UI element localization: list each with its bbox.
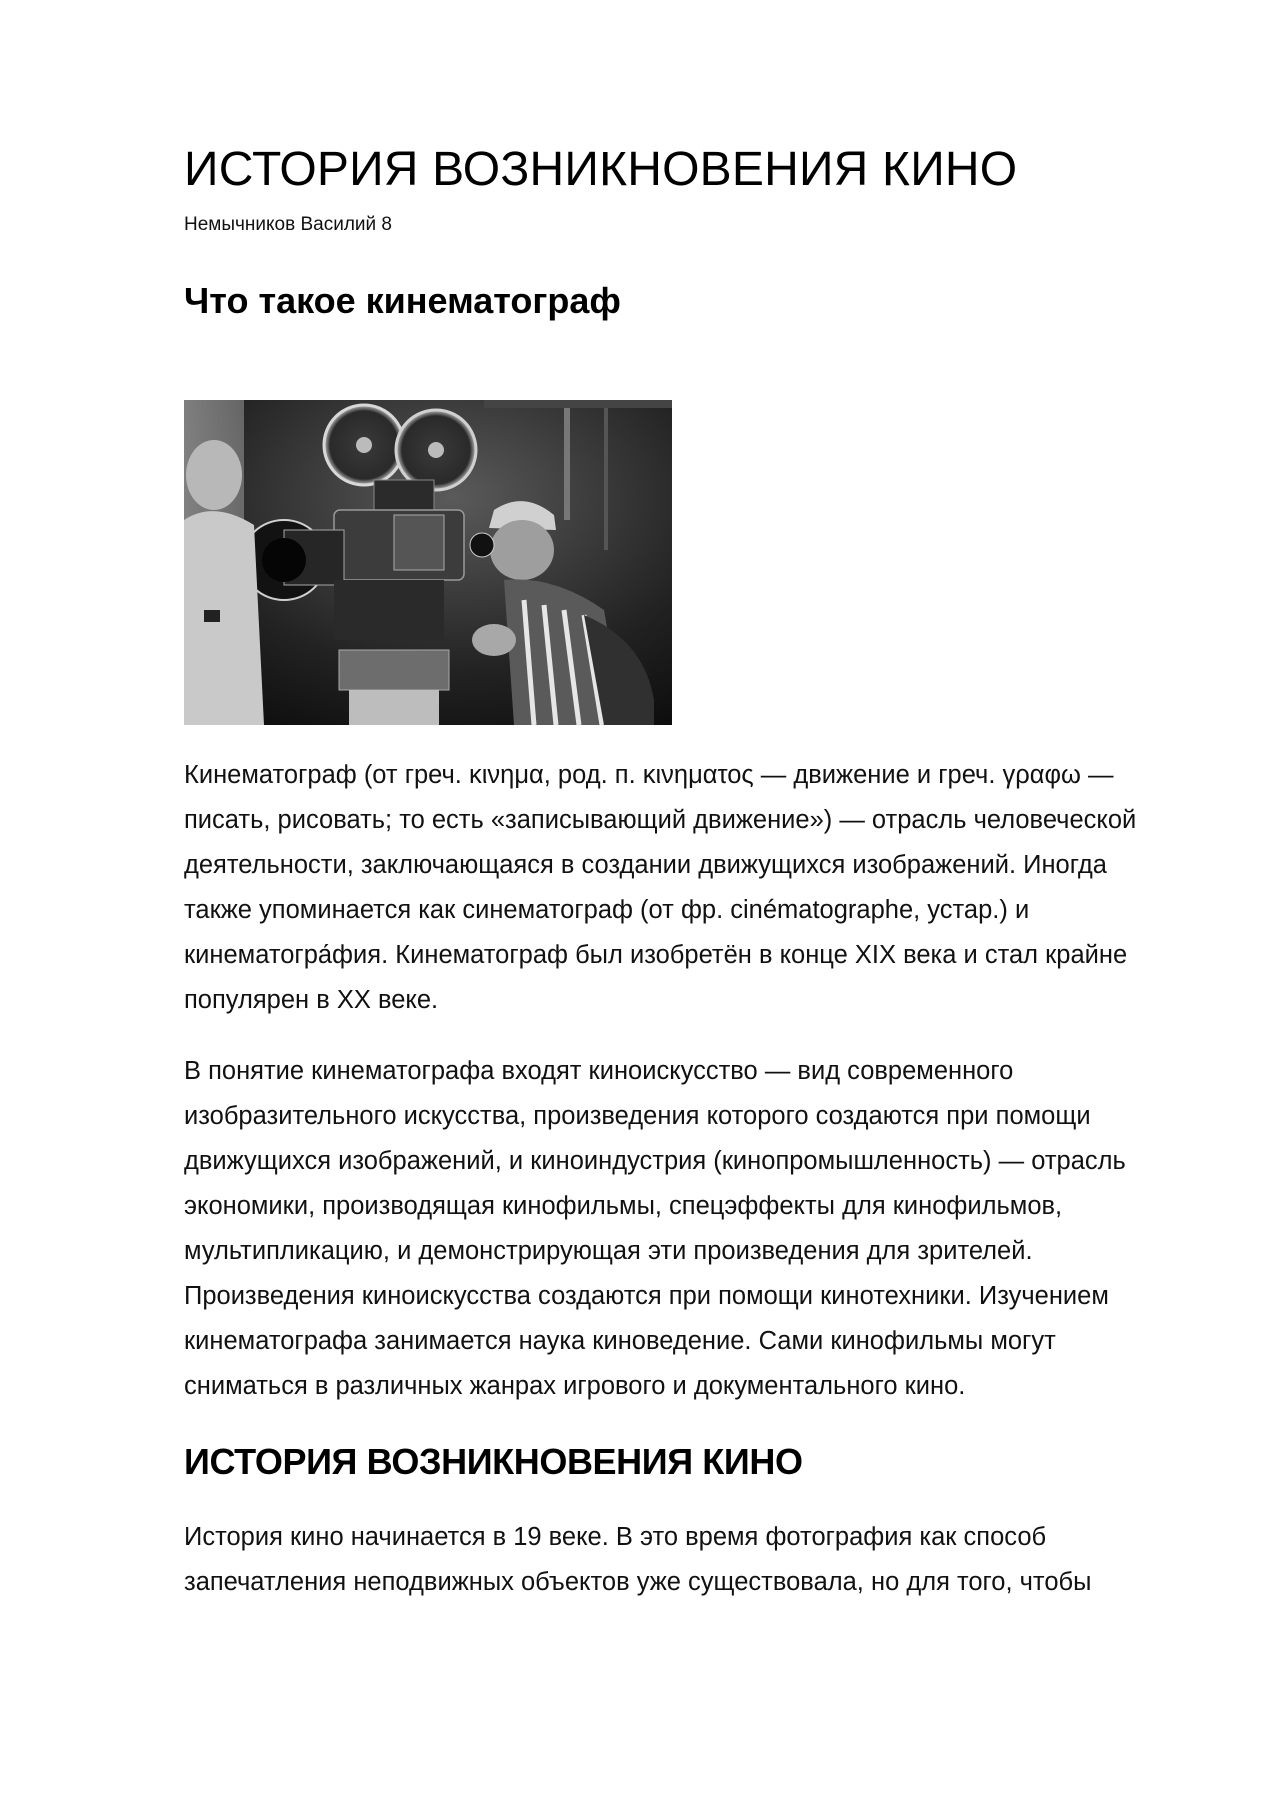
paragraph-cinema-definition: Кинематограф (от греч. κινημα, род. п. κινηματος — движение и греч. γραφω — писать, рисовать; то есть «записывающий движение») — отрасль человеческой деятельности, заключающаяся в создании движущихся изображений. Иногда также упоминается как синематограф (от фр. cinématographe, устар.) и кинематогра́фия. Кинематограф был изобретён в конце XIX века и стал крайне популярен в XX веке. bbox=[184, 761, 1137, 1014]
document-title: ИСТОРИЯ ВОЗНИКНОВЕНИЯ КИНО bbox=[184, 143, 1018, 196]
section-heading-what-is-cinema: Что такое кинематограф bbox=[184, 280, 621, 321]
cinema-camera-photo bbox=[184, 400, 672, 725]
document-subtitle: Немычников Василий 8 bbox=[184, 214, 392, 235]
document-content bbox=[184, 138, 1174, 1605]
paragraph-history-intro: История кино начинается в 19 веке. В это время фотография как способ запечатления неподвижных объектов уже существовала, но для того, чтобы bbox=[184, 1523, 1092, 1596]
paragraph-cinema-scope: В понятие кинематографа входят киноискусство — вид современного изобразительного искусства, произведения которого создаются при помощи движущихся изображений, и киноиндустрия (кинопромышленность) — отрасль экономики, производящая кинофильмы, спецэффекты для кинофильмов, мультипликацию, и демонстрирующая эти произведения для зрителей. Произведения киноискусства создаются при помощи кинотехники. Изучением кинематографа занимается наука киноведение. Сами кинофильмы могут сниматься в различных жанрах игрового и документального кино. bbox=[184, 1057, 1126, 1400]
section-heading-history: ИСТОРИЯ ВОЗНИКНОВЕНИЯ КИНО bbox=[184, 1441, 803, 1482]
